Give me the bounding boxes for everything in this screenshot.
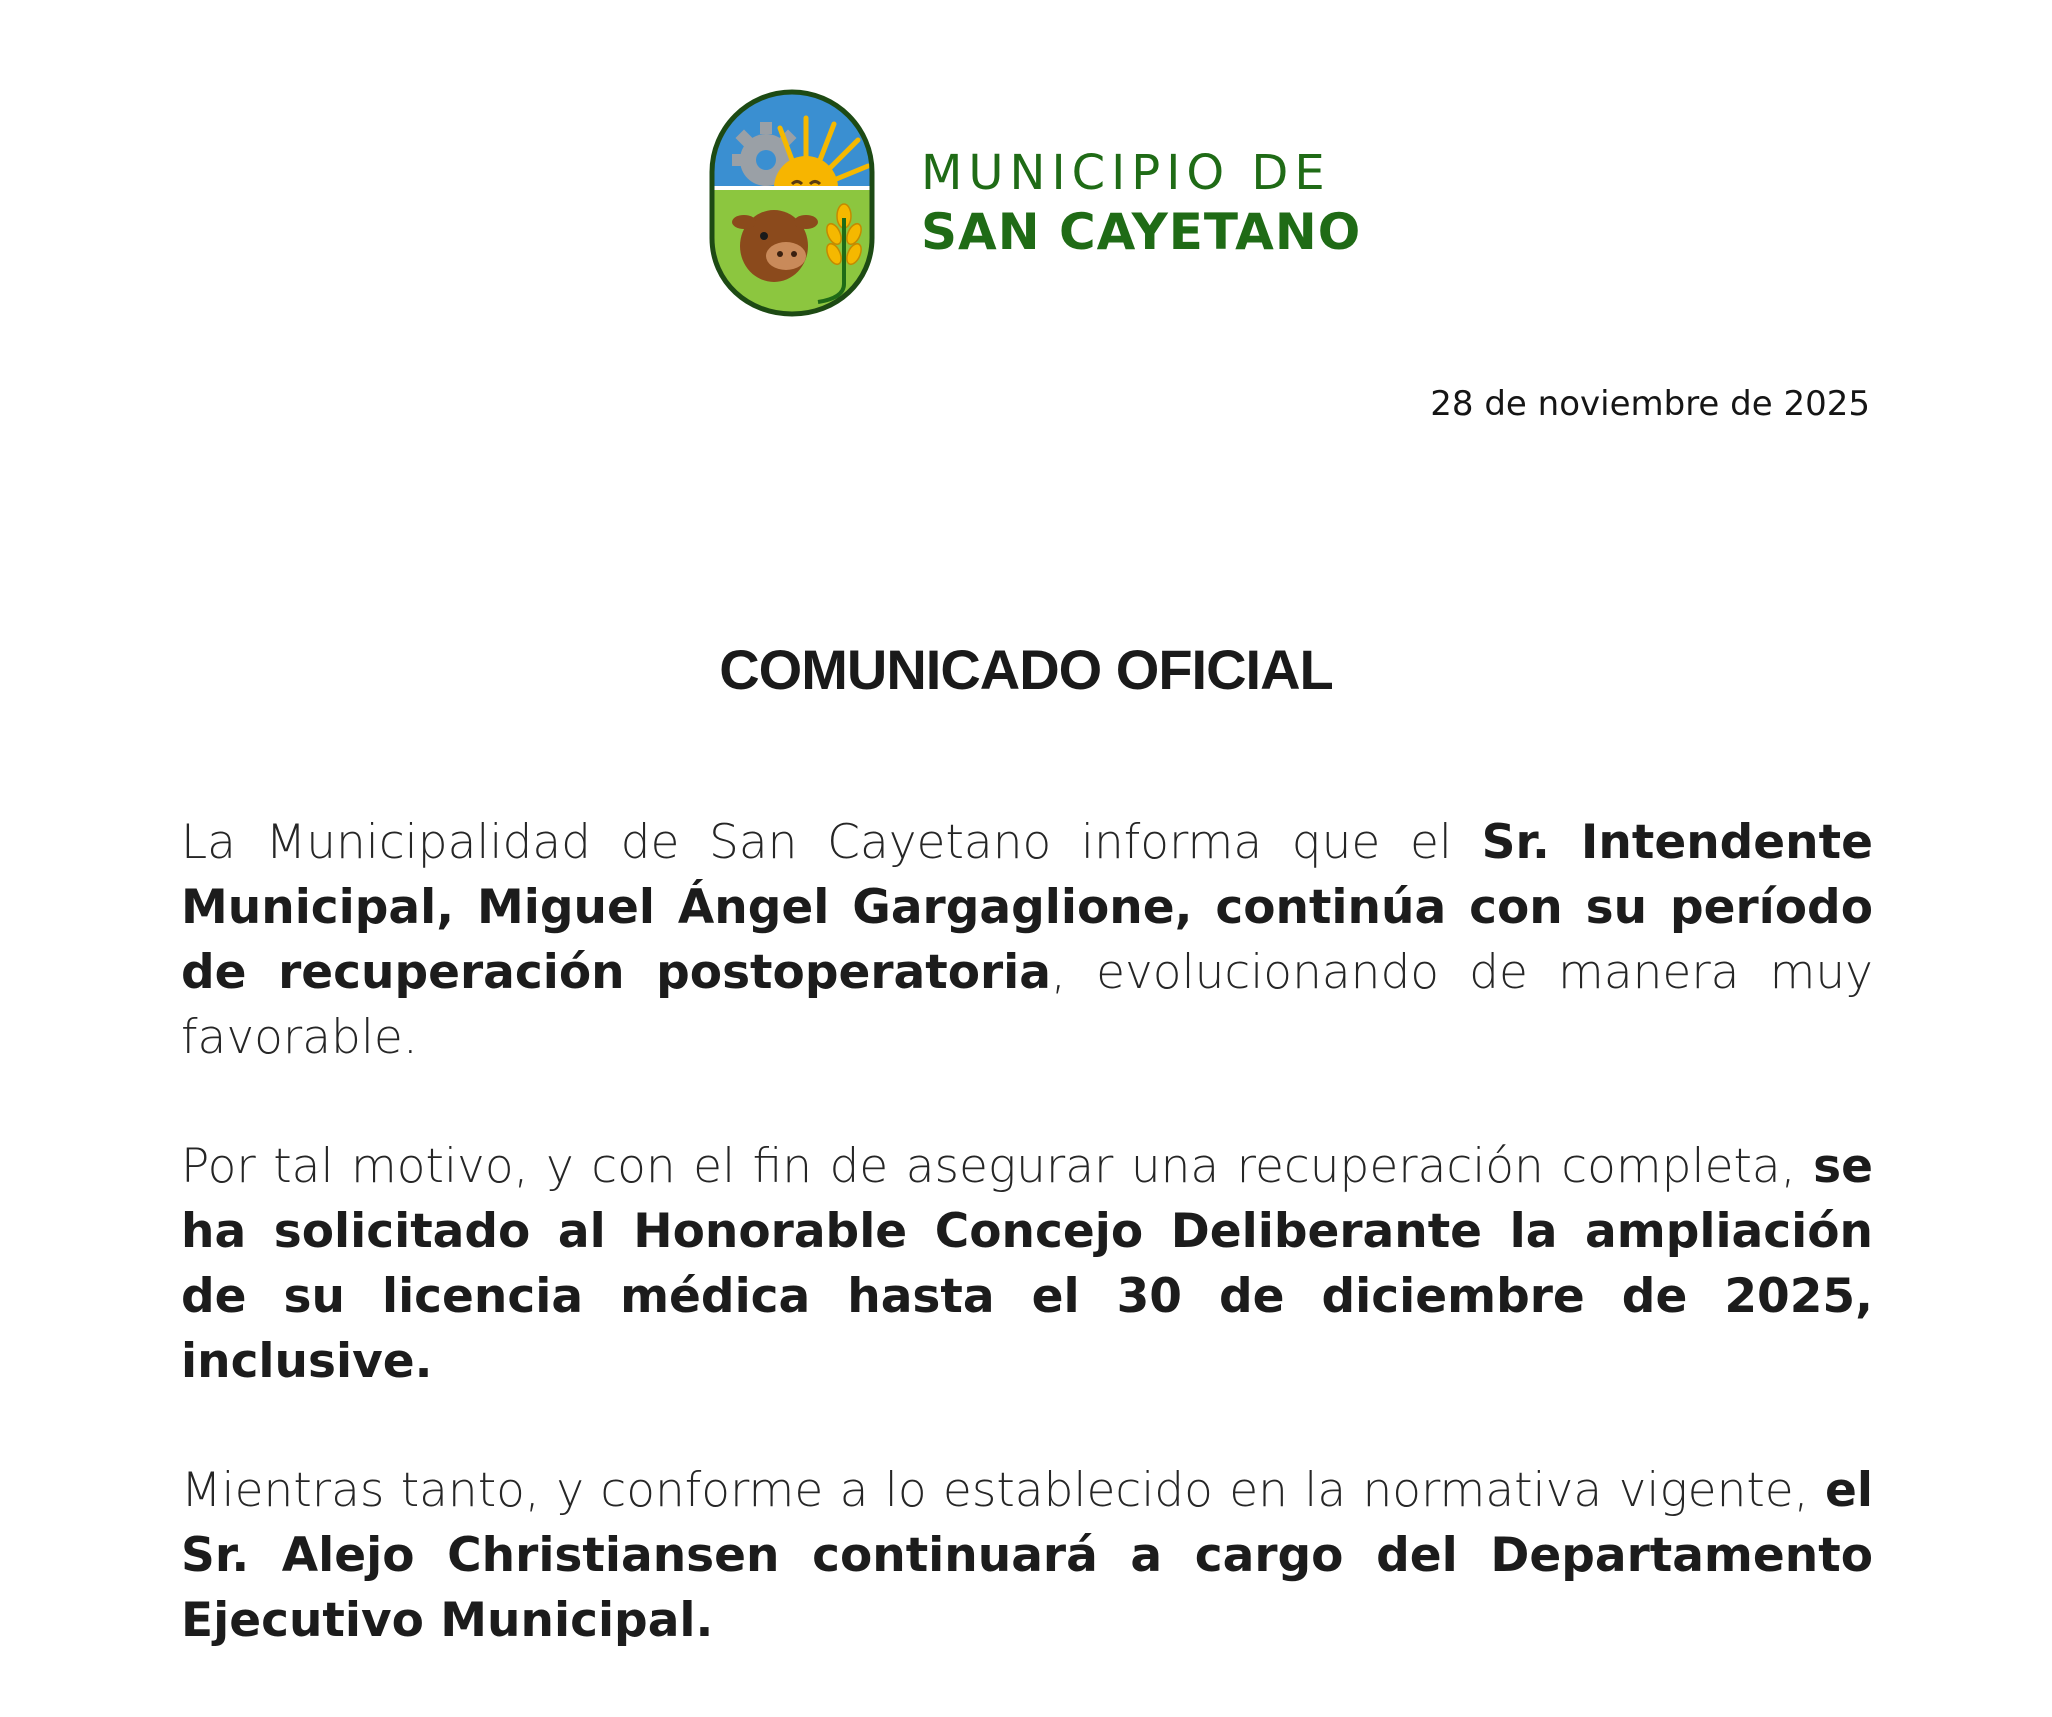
municipal-crest-logo	[708, 88, 876, 318]
paragraph-text: La Municipalidad de San Cayetano informa que el	[181, 815, 1482, 870]
letterhead	[708, 88, 1368, 318]
paragraph-emphasis: Sr. Intendente Municipal, Miguel Ángel Gargaglione, continúa con su período de recuperación postoperatoria	[181, 815, 1873, 1000]
document-date: 28 de noviembre de 2025	[1430, 384, 1870, 424]
organization-name	[921, 144, 1361, 262]
organization-name-line2: SAN CAYETANO	[921, 203, 1362, 261]
organization-name-line1: MUNICIPIO DE	[921, 145, 1331, 201]
document-title: COMUNICADO OFICIAL	[719, 638, 1333, 701]
paragraph-text: , evolucionando de manera muy favorable.	[181, 945, 1873, 1065]
paragraph-text: Mientras tanto, y conforme a lo establecido en la normativa vigente,	[181, 1463, 1825, 1518]
paragraph	[181, 1134, 1873, 1394]
paragraph-emphasis: se ha solicitado al Honorable Concejo Deliberante la ampliación de su licencia médica hasta el 30 de diciembre de 2025, inclusive.	[181, 1139, 1873, 1389]
paragraph-emphasis: el Sr. Alejo Christiansen continuará a cargo del Departamento Ejecutivo Municipal.	[181, 1463, 1873, 1648]
paragraph	[181, 1458, 1873, 1653]
paragraph-text: Por tal motivo, y con el fin de asegurar una recuperación completa,	[181, 1139, 1814, 1194]
document-body	[181, 810, 1873, 1717]
paragraph	[181, 810, 1873, 1070]
